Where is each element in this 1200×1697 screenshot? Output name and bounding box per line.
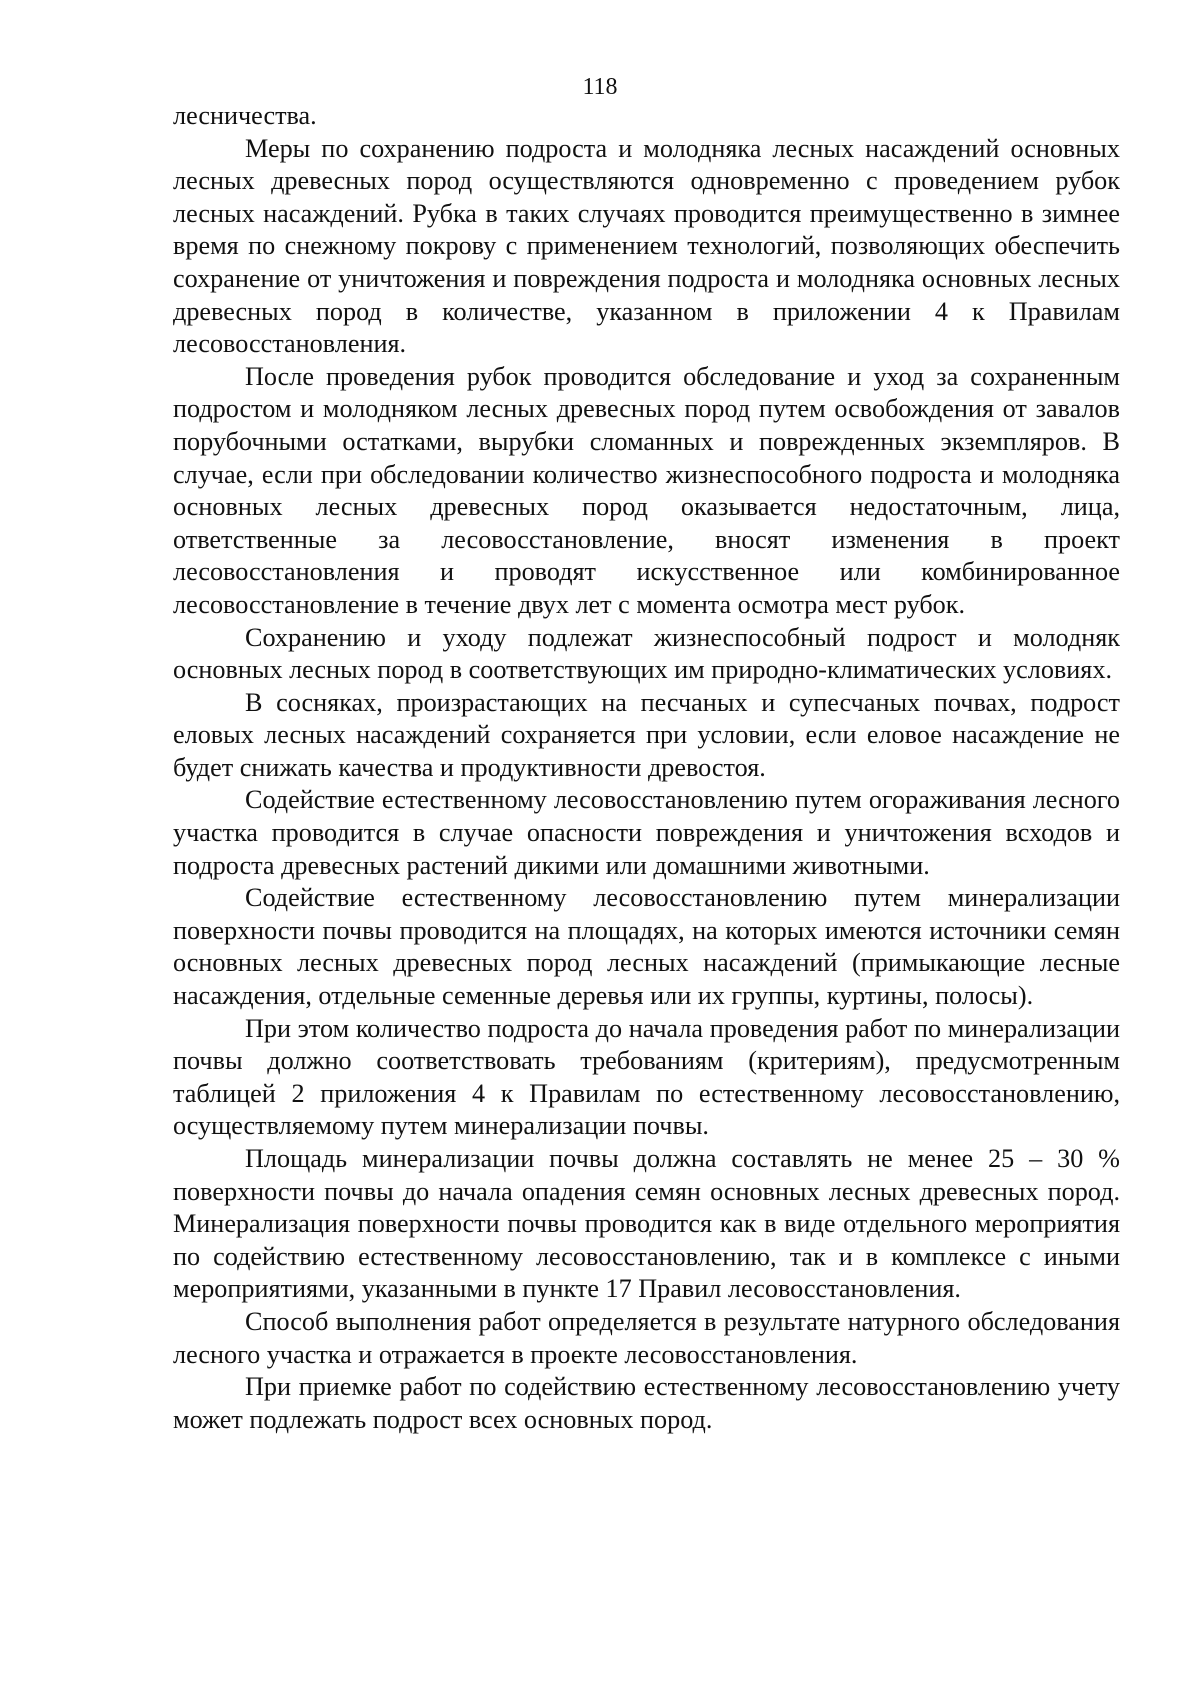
- paragraph-2: Меры по сохранению подроста и молодняка лесных насаждений основных лесных древесных пород осуществляются одновременно с проведением рубок лесных насаждений. Рубка в таких случаях проводится преимущественно в зимнее время по снежному покрову с применением технологий, позволяющих обеспечить сохранение от уничтожения и повреждения подроста и молодняка основных лесных древесных пород в количестве, указанном в приложении 4 к Правилам лесовосстановления.: [173, 133, 1120, 359]
- paragraph-4: Сохранению и уходу подлежат жизнеспособный подрост и молодняк основных лесных пород в соответствующих им природно-климатических условиях.: [173, 622, 1120, 685]
- paragraph-11: При приемке работ по содействию естественному лесовосстановлению учету может подлежать подрост всех основных пород.: [173, 1372, 1120, 1434]
- paragraph-3: После проведения рубок проводится обследование и уход за сохраненным подростом и молодняком лесных древесных пород путем освобождения от завалов порубочными остатками, вырубки сломанных и поврежденных экземпляров. В случае, если при обследовании количество жизнеспособного подроста и молодняка основных лесных древесных пород оказывается недостаточным, лица, ответственные за лесовосстановление, вносят изменения в проект лесовосстановления и проводят искусственное или комбинированное лесовосстановление в течение двух лет с момента осмотра мест рубок.: [173, 361, 1120, 619]
- paragraph-5: В сосняках, произрастающих на песчаных и супесчаных почвах, подрост еловых лесных насаждений сохраняется при условии, если еловое насаждение не будет снижать качества и продуктивности древостоя.: [173, 687, 1120, 782]
- paragraph-9: Площадь минерализации почвы должна составлять не менее 25 – 30 % поверхности почвы до начала опадения семян основных лесных древесных пород. Минерализация поверхности почвы проводится как в виде отдельного мероприятия по содействию естественному лесовосстановлению, так и в комплексе с иными мероприятиями, указанными в пункте 17 Правил лесовосстановления.: [173, 1144, 1120, 1304]
- paragraph-1: лесничества.: [173, 101, 317, 130]
- document-body: [173, 100, 1120, 1436]
- paragraph-10: Способ выполнения работ определяется в результате натурного обследования лесного участка и отражается в проекте лесовосстановления.: [173, 1306, 1120, 1369]
- paragraph-8: При этом количество подроста до начала проведения работ по минерализации почвы должно соответствовать требованиям (критериям), предусмотренным таблицей 2 приложения 4 к Правилам по естественному лесовосстановлению, осуществляемому путем минерализации почвы.: [173, 1013, 1120, 1141]
- paragraph-6: Содействие естественному лесовосстановлению путем огораживания лесного участка проводится в случае опасности повреждения и уничтожения всходов и подроста древесных растений дикими или домашними животными.: [173, 785, 1120, 880]
- paragraph-7: Содействие естественному лесовосстановлению путем минерализации поверхности почвы проводится на площадях, на которых имеются источники семян основных лесных древесных пород лесных насаждений (примыкающие лесные насаждения, отдельные семенные деревья или их группы, куртины, полосы).: [173, 883, 1120, 1011]
- page-number: 118: [582, 74, 618, 100]
